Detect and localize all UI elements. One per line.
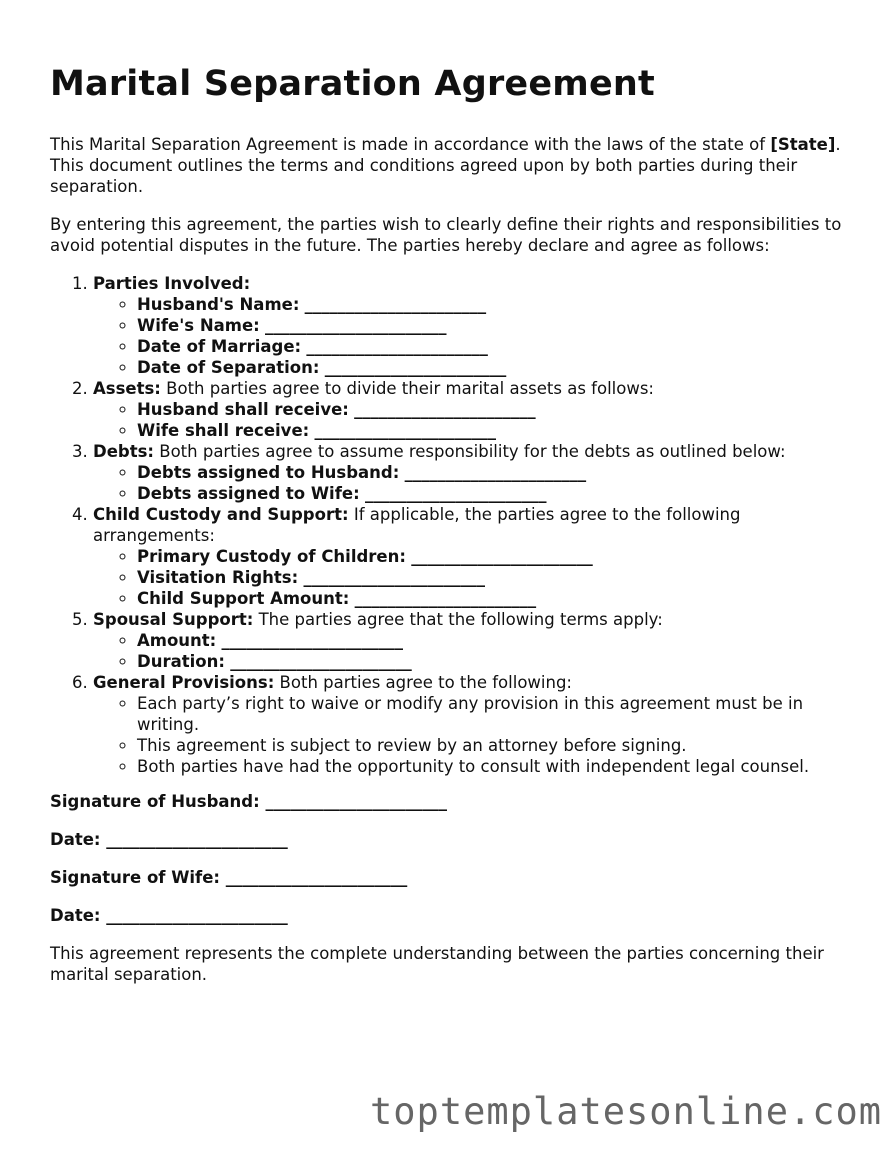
section-heading: Debts: — [93, 442, 155, 461]
signature-label: Signature of Husband: — [50, 792, 260, 811]
list-item — [137, 294, 850, 315]
item-label: Amount: — [137, 631, 217, 650]
section-items — [93, 462, 850, 504]
fill-in-blank[interactable]: ______________________ — [364, 484, 547, 503]
list-item — [137, 336, 850, 357]
fill-in-blank[interactable]: ______________________ — [324, 358, 507, 377]
fill-in-blank[interactable]: ______________________ — [354, 400, 536, 419]
section-text: If applicable, the parties agree to the following arrangements: — [93, 505, 741, 545]
list-item — [137, 483, 850, 504]
signature-label: Signature of Wife: — [50, 868, 221, 887]
item-label: Debts assigned to Wife: — [137, 484, 360, 503]
item-label: Duration: — [137, 652, 225, 671]
item-label: Husband's Name: — [137, 295, 300, 314]
state-placeholder: [State] — [770, 135, 836, 154]
item-label: Date of Marriage: — [137, 337, 302, 356]
item-label: Child Support Amount: — [137, 589, 350, 608]
section-spousal-support — [93, 609, 850, 672]
closing-paragraph: This agreement represents the complete understanding between the parties concerning their marital separation. — [50, 944, 824, 984]
list-item — [137, 399, 850, 420]
list-item — [137, 630, 850, 651]
fill-in-blank[interactable]: ______________________ — [230, 652, 412, 671]
list-item — [137, 462, 850, 483]
list-item — [137, 546, 850, 567]
item-label: Husband shall receive: — [137, 400, 349, 419]
section-debts — [93, 441, 850, 504]
fill-in-blank[interactable]: ______________________ — [314, 421, 496, 440]
list-item — [137, 588, 850, 609]
item-label: Visitation Rights: — [137, 568, 299, 587]
item-label: Debts assigned to Husband: — [137, 463, 400, 482]
fill-in-blank[interactable]: ______________________ — [306, 337, 488, 356]
fill-in-blank[interactable]: ______________________ — [106, 830, 288, 849]
intro-paragraph-1 — [50, 134, 850, 197]
section-heading: Spousal Support: — [93, 610, 254, 629]
item-label: Date of Separation: — [137, 358, 320, 377]
agreement-sections — [50, 273, 850, 777]
document-title: Marital Separation Agreement — [50, 64, 655, 104]
fill-in-blank[interactable]: ______________________ — [411, 547, 593, 566]
section-heading: General Provisions: — [93, 673, 275, 692]
section-text: Both parties agree to divide their marital assets as follows: — [160, 379, 654, 398]
watermark: toptemplatesonline.com — [370, 1090, 883, 1133]
wife-signature-line — [50, 867, 850, 888]
section-heading: Child Custody and Support: — [93, 505, 349, 524]
fill-in-blank[interactable]: ______________________ — [404, 463, 587, 482]
item-label: Wife shall receive: — [137, 421, 310, 440]
date-label: Date: — [50, 830, 101, 849]
section-text: The parties agree that the following terms apply: — [253, 610, 663, 629]
section-items — [93, 399, 850, 441]
section-items — [93, 693, 850, 777]
intro-paragraph-2: By entering this agreement, the parties wish to clearly define their rights and responsibilities to avoid potential disputes in the future. The parties hereby declare and agree as follows: — [50, 215, 842, 255]
document-page — [50, 58, 850, 1002]
list-item — [137, 420, 850, 441]
list-item — [137, 357, 850, 378]
section-general-provisions — [93, 672, 850, 777]
item-label: Primary Custody of Children: — [137, 547, 406, 566]
husband-date-line — [50, 829, 850, 850]
date-label: Date: — [50, 906, 101, 925]
section-child-custody — [93, 504, 850, 609]
section-heading: Parties Involved: — [93, 274, 251, 293]
intro-p1-end: . This document outlines the terms and conditions agreed upon by both parties during their separation. — [50, 135, 841, 196]
section-items — [93, 294, 850, 378]
section-text: Both parties agree to assume responsibility for the debts as outlined below: — [154, 442, 786, 461]
fill-in-blank[interactable]: ______________________ — [304, 295, 487, 314]
section-assets — [93, 378, 850, 441]
fill-in-blank[interactable]: ______________________ — [265, 792, 447, 811]
item-label: Wife's Name: — [137, 316, 260, 335]
section-items — [93, 546, 850, 609]
list-item — [137, 315, 850, 336]
section-text: Both parties agree to the following: — [274, 673, 572, 692]
section-parties — [93, 273, 850, 378]
section-heading: Assets: — [93, 379, 161, 398]
list-item: ◦ Both parties have had the opportunity to consult with independent legal counsel. — [137, 756, 850, 777]
list-item — [137, 651, 850, 672]
list-item: ◦ This agreement is subject to review by an attorney before signing. — [137, 735, 850, 756]
list-item: ◦ Each party’s right to waive or modify any provision in this agreement must be in writing. — [137, 693, 850, 735]
intro-p1-start: This Marital Separation Agreement is made in accordance with the laws of the state of — [50, 135, 771, 154]
fill-in-blank[interactable]: ______________________ — [265, 316, 447, 335]
husband-signature-line — [50, 791, 850, 812]
fill-in-blank[interactable]: ______________________ — [221, 631, 404, 650]
fill-in-blank[interactable]: ______________________ — [303, 568, 485, 587]
fill-in-blank[interactable]: ______________________ — [106, 906, 288, 925]
fill-in-blank[interactable]: ______________________ — [354, 589, 537, 608]
section-items — [93, 630, 850, 672]
wife-date-line — [50, 905, 850, 926]
fill-in-blank[interactable]: ______________________ — [225, 868, 408, 887]
list-item — [137, 567, 850, 588]
